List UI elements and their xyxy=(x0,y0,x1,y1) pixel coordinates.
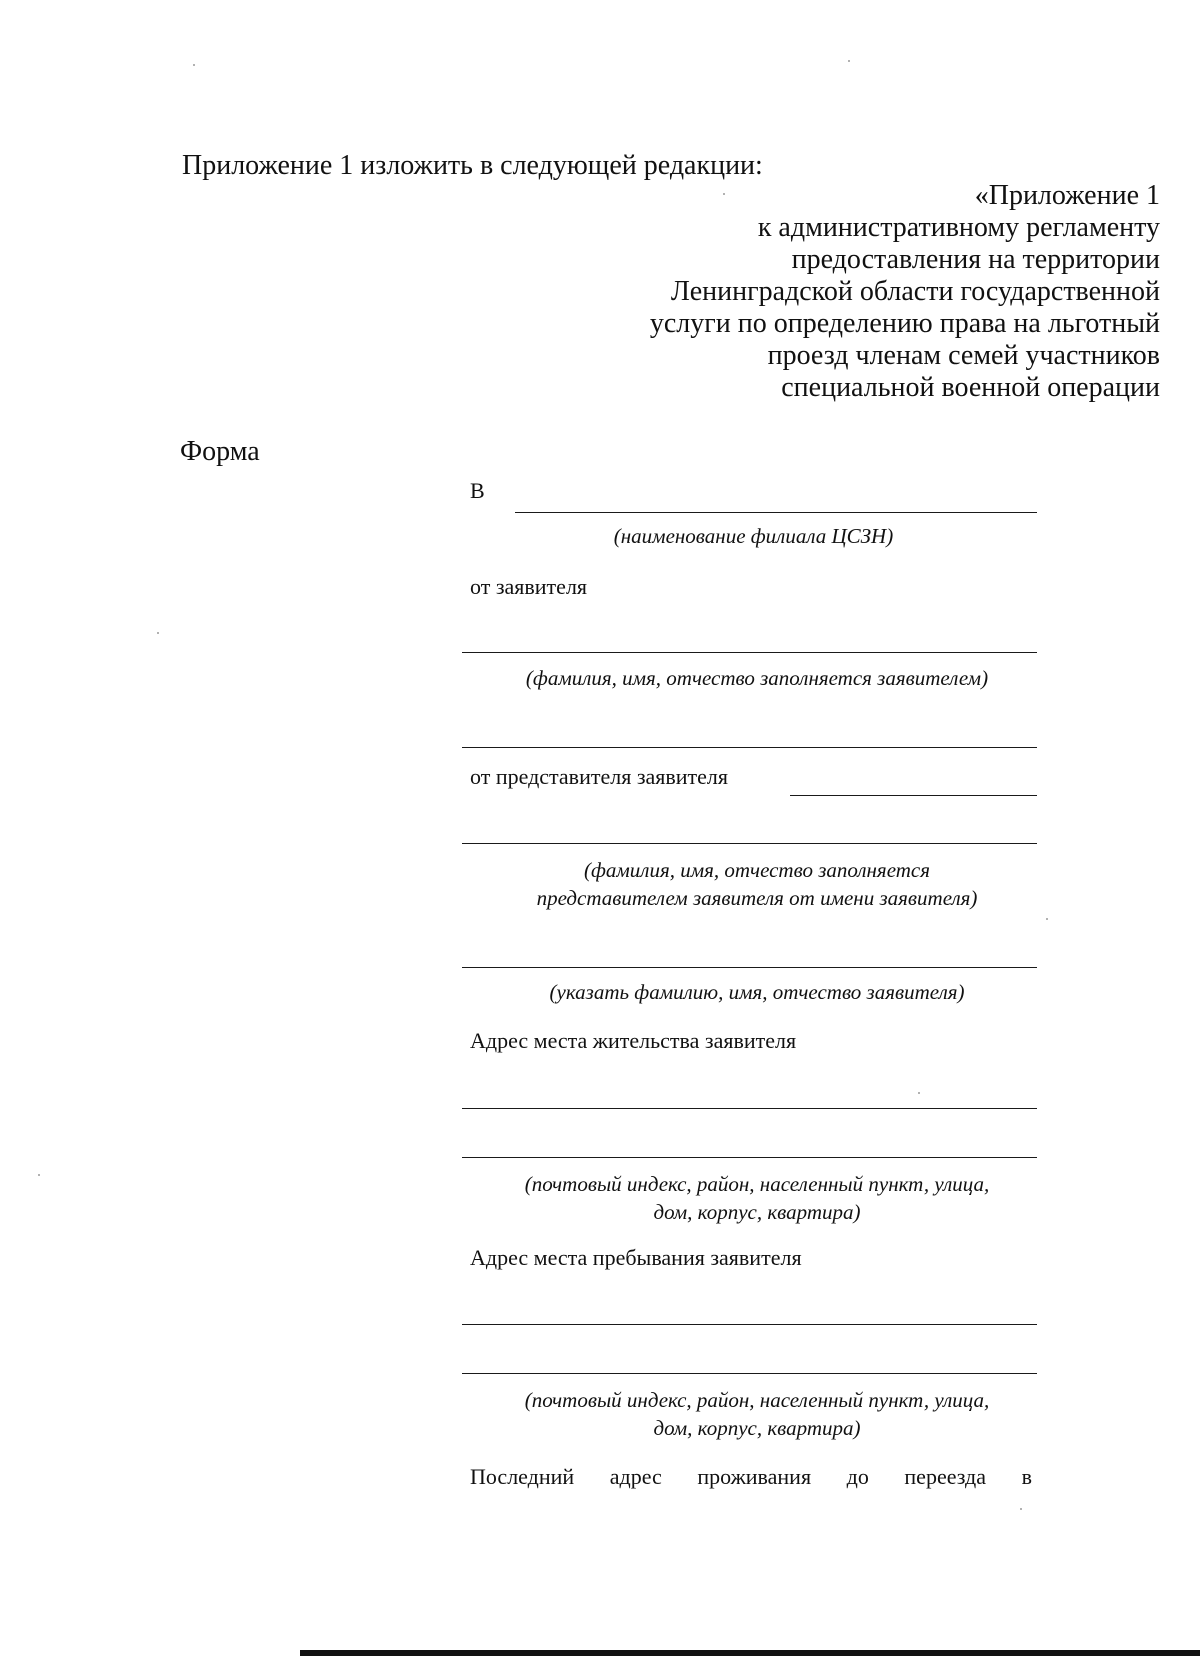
scan-speck xyxy=(38,1174,40,1176)
intro-line: Приложение 1 изложить в следующей редакции: xyxy=(182,150,763,181)
scan-speck xyxy=(1020,1508,1022,1510)
caption-address-stay xyxy=(462,1386,1052,1442)
from-applicant-label: от заявителя xyxy=(470,574,588,599)
scan-speck xyxy=(848,60,850,62)
stay-address-field-line-2[interactable] xyxy=(462,1373,1037,1374)
last-address-word: адрес xyxy=(609,1464,662,1489)
scan-speck xyxy=(723,193,725,195)
to-prefix: В xyxy=(470,478,485,503)
last-address-word: переезда xyxy=(904,1464,986,1489)
representative-fio-field-line[interactable] xyxy=(462,843,1037,844)
caption-line: дом, корпус, квартира) xyxy=(653,1416,861,1440)
last-address-word: Последний xyxy=(470,1464,575,1489)
appendix-header-line: «Приложение 1 xyxy=(974,180,1160,211)
appendix-header xyxy=(600,180,1160,404)
caption-indicate-fio: (указать фамилию, имя, отчество заявителя) xyxy=(549,980,965,1004)
caption-line: (почтовый индекс, район, населенный пункт, улица, xyxy=(524,1388,990,1412)
caption-address-residence xyxy=(462,1170,1052,1226)
stay-address-field-line[interactable] xyxy=(462,1324,1037,1325)
caption-fio-applicant: (фамилия, имя, отчество заполняется заявителем) xyxy=(525,666,989,690)
caption-line: (фамилия, имя, отчество заполняется xyxy=(584,858,930,882)
residence-address-field-line-2[interactable] xyxy=(462,1157,1037,1158)
last-address-word: проживания xyxy=(697,1464,812,1489)
branch-field-line[interactable] xyxy=(515,512,1037,513)
indicate-fio-field-line[interactable] xyxy=(462,967,1037,968)
caption-fio-representative xyxy=(462,856,1052,912)
scan-speck xyxy=(157,632,159,634)
scan-edge-bar xyxy=(300,1650,1200,1656)
appendix-header-line: специальной военной операции xyxy=(781,372,1160,403)
caption-line: представителем заявителя от имени заявителя) xyxy=(536,886,978,910)
representative-field-line[interactable] xyxy=(790,795,1037,796)
scan-speck xyxy=(918,1092,920,1094)
residence-address-field-line[interactable] xyxy=(462,1108,1037,1109)
from-representative-label: от представителя заявителя xyxy=(470,764,729,789)
applicant-fio-field-line-2[interactable] xyxy=(462,747,1037,748)
stay-address-label: Адрес места пребывания заявителя xyxy=(470,1245,802,1270)
residence-address-label: Адрес места жительства заявителя xyxy=(470,1028,797,1053)
last-address-line xyxy=(470,1464,1032,1490)
form-label: Форма xyxy=(180,436,260,467)
scan-speck xyxy=(1046,918,1048,920)
last-address-word: в xyxy=(1021,1464,1032,1489)
appendix-header-line: Ленинградской области государственной xyxy=(670,276,1160,307)
scan-speck xyxy=(193,64,195,66)
appendix-header-line: предоставления на территории xyxy=(791,244,1160,275)
caption-line: дом, корпус, квартира) xyxy=(653,1200,861,1224)
caption-line: (почтовый индекс, район, населенный пункт, улица, xyxy=(524,1172,990,1196)
caption-branch: (наименование филиала ЦСЗН) xyxy=(613,524,894,548)
last-address-word: до xyxy=(846,1464,869,1489)
appendix-header-line: проезд членам семей участников xyxy=(767,340,1160,371)
appendix-header-line: к административному регламенту xyxy=(757,212,1160,243)
applicant-fio-field-line[interactable] xyxy=(462,652,1037,653)
appendix-header-line: услуги по определению права на льготный xyxy=(649,308,1160,339)
